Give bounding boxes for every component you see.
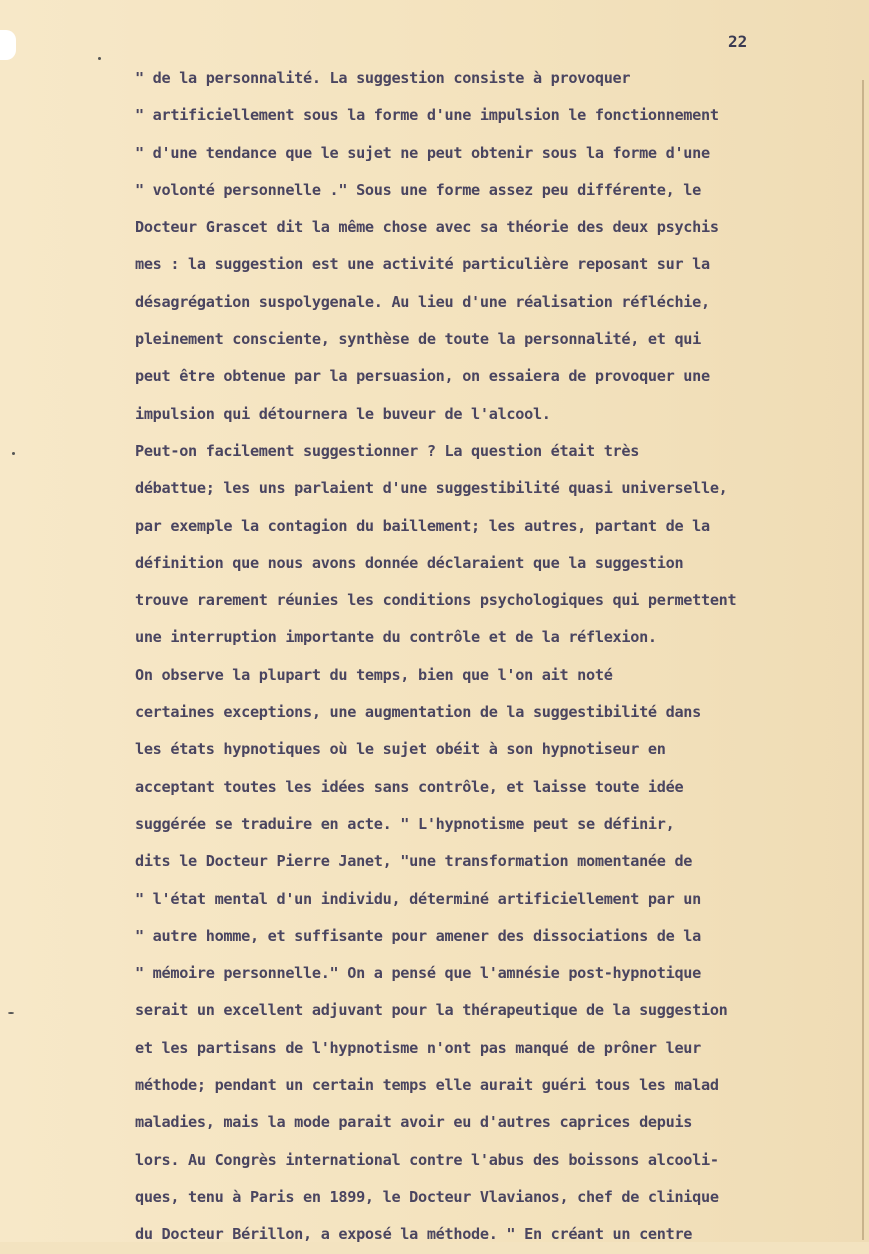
text-line: certaines exceptions, une augmentation de la suggestibilité dans <box>135 703 701 722</box>
text-line: ques, tenu à Paris en 1899, le Docteur Vlavianos, chef de clinique <box>135 1187 719 1206</box>
text-line: par exemple la contagion du baillement; les autres, partant de la <box>135 516 710 535</box>
page-number: 22 <box>728 32 748 51</box>
text-line: " l'état mental d'un individu, déterminé artificiellement par un <box>135 889 701 908</box>
ink-speck <box>12 452 15 455</box>
text-line: les états hypnotiques où le sujet obéit à son hypnotiseur en <box>135 740 666 759</box>
text-line: suggérée se traduire en acte. " L'hypnotisme peut se définir, <box>135 814 675 833</box>
text-line: " autre homme, et suffisante pour amener des dissociations de la <box>135 926 701 945</box>
text-line: Docteur Grascet dit la même chose avec sa théorie des deux psychis <box>135 218 719 237</box>
text-line: " artificiellement sous la forme d'une impulsion le fonctionnement <box>135 106 719 125</box>
text-line: définition que nous avons donnée déclaraient que la suggestion <box>135 553 684 572</box>
body-text <box>135 60 865 1254</box>
text-line: désagrégation suspolygenale. Au lieu d'une réalisation réfléchie, <box>135 292 710 311</box>
text-line: mes : la suggestion est une activité particulière reposant sur la <box>135 255 710 274</box>
text-line: peut être obtenue par la persuasion, on essaiera de provoquer une <box>135 367 710 386</box>
text-line: serait un excellent adjuvant pour la thérapeutique de la suggestion <box>135 1001 728 1020</box>
text-line: trouve rarement réunies les conditions psychologiques qui permettent <box>135 591 737 610</box>
text-line: du Docteur Bérillon, a exposé la méthode. " En créant un centre <box>135 1225 693 1244</box>
page-edge-highlight <box>0 30 16 60</box>
text-line: " de la personnalité. La suggestion consiste à provoquer <box>135 69 631 87</box>
text-line: lors. Au Congrès international contre l'abus des boissons alcooli- <box>135 1150 719 1169</box>
text-line: et les partisans de l'hypnotisme n'ont pas manqué de prôner leur <box>135 1038 701 1057</box>
text-line: méthode; pendant un certain temps elle aurait guéri tous les malad <box>135 1076 719 1095</box>
text-line: maladies, mais la mode parait avoir eu d'autres caprices depuis <box>135 1113 693 1132</box>
text-line: impulsion qui détournera le buveur de l'alcool. <box>135 404 551 423</box>
text-line: débattue; les uns parlaient d'une suggestibilité quasi universelle, <box>135 479 728 498</box>
text-line: " mémoire personnelle." On a pensé que l'amnésie post-hypnotique <box>135 964 701 983</box>
text-line: dits le Docteur Pierre Janet, "une transformation momentanée de <box>135 852 693 871</box>
text-line: acceptant toutes les idées sans contrôle, et laisse toute idée <box>135 777 684 796</box>
ink-speck <box>8 1012 14 1014</box>
text-line: pleinement consciente, synthèse de toute la personnalité, et qui <box>135 330 701 349</box>
text-line: une interruption importante du contrôle et de la réflexion. <box>135 628 657 647</box>
text-line: " d'une tendance que le sujet ne peut obtenir sous la forme d'une <box>135 143 710 162</box>
text-line: On observe la plupart du temps, bien que l'on ait noté <box>135 665 613 684</box>
text-line: Peut-on facilement suggestionner ? La question était très <box>135 441 640 460</box>
ink-speck <box>98 57 101 60</box>
text-line: " volonté personnelle ." Sous une forme assez peu différente, le <box>135 180 701 199</box>
